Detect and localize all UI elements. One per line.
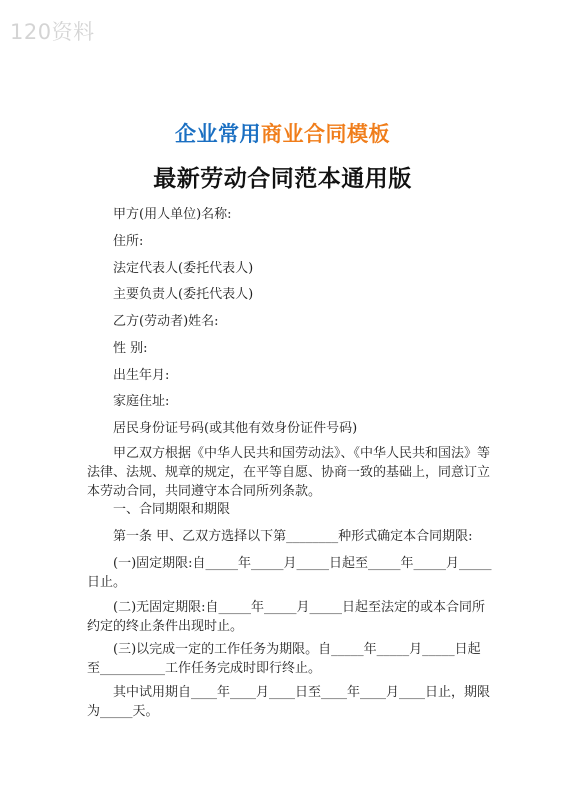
field-id-number: 居民身份证号码(或其他有效身份证件号码)	[113, 421, 358, 436]
preamble-paragraph: 甲乙双方根据《中华人民共和国劳动法》、《中华人民共和国法》等法律、法规、规章的规定，在平等自愿、协商一致的基础上，同意订立本劳动合同，共同遵守本合同所列条款。	[87, 446, 491, 499]
field-principal: 主要负责人(委托代表人)	[113, 287, 254, 302]
clause-open-term: (二)无固定期限:自_____年_____月_____日起至法定的或本合同所约定的终止条件出现时止。	[87, 600, 486, 634]
field-address: 住所:	[113, 234, 144, 249]
field-birth-date: 出生年月:	[113, 368, 170, 383]
field-party-b-name: 乙方(劳动者)姓名:	[113, 314, 219, 329]
brand-title-part1: 企业常用	[175, 122, 261, 146]
probation-clause: 其中试用期自____年____月____日至____年____月____日止，期限为_____天。	[87, 685, 491, 719]
section-heading: 一、合同期限和期限	[113, 502, 231, 517]
watermark: 120资料	[10, 20, 95, 44]
brand-title-part2: 商业合同模板	[261, 122, 390, 146]
article-1: 第一条 甲、乙双方选择以下第________种形式确定本合同期限:	[113, 529, 473, 544]
field-party-a-name: 甲方(用人单位)名称:	[113, 207, 232, 222]
clause-task-term: (三)以完成一定的工作任务为期限。自_____年_____月_____日起至__________工作任务完成时即行终止。	[87, 642, 481, 676]
field-home-address: 家庭住址:	[113, 394, 170, 409]
clause-fixed-term: (一)固定期限:自_____年_____月_____日起至_____年_____月_____日止。	[87, 556, 492, 590]
field-gender: 性 别:	[113, 341, 148, 356]
field-legal-representative: 法定代表人(委托代表人)	[113, 261, 254, 276]
document-title: 最新劳动合同范本通用版	[153, 166, 412, 192]
document-brand-title	[0, 118, 565, 148]
